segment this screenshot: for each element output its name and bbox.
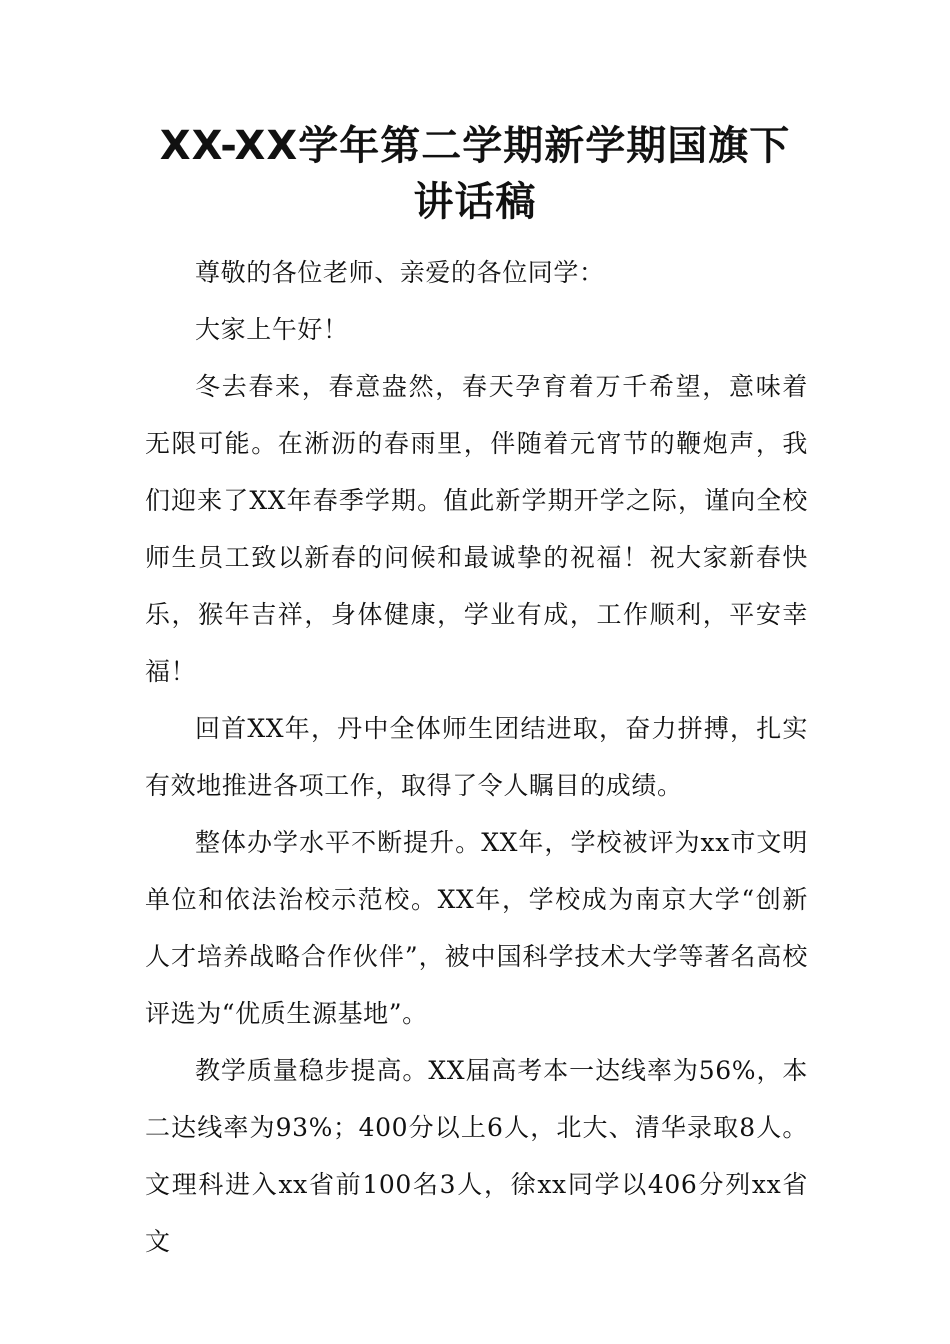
review-paragraph: 回首XX年，丹中全体师生团结进取，奋力拼搏，扎实有效地推进各项工作，取得了令人瞩目的成绩。 (145, 714, 808, 800)
teaching-quality-paragraph: 教学质量稳步提高。XX届高考本一达线率为56%，本二达线率为93%；400分以上6人，北大、清华录取8人。文理科进入xx省前100名3人，徐xx同学以406分列xx省文 (145, 1056, 808, 1256)
greeting-paragraph: 尊敬的各位老师、亲爱的各位同学： (195, 258, 605, 287)
new-semester-paragraph: 冬去春来，春意盎然，春天孕育着万千希望，意味着无限可能。在淅沥的春雨里，伴随着元宵节的鞭炮声，我们迎来了XX年春季学期。值此新学期开学之际，谨向全校师生员工致以新春的问候和最诚挚的祝福！祝大家新春快乐，猴年吉祥，身体健康，学业有成，工作顺利，平安幸福！ (145, 372, 808, 686)
document-body (145, 244, 808, 1270)
salutation-paragraph: 大家上午好！ (195, 315, 349, 344)
school-level-paragraph: 整体办学水平不断提升。XX年，学校被评为xx市文明单位和依法治校示范校。XX年，学校成为南京大学“创新人才培养战略合作伙伴”，被中国科学技术大学等著名高校评选为“优质生源基地”。 (145, 828, 808, 1028)
document-title: XX-XX学年第二学期新学期国旗下讲话稿 (159, 123, 791, 225)
